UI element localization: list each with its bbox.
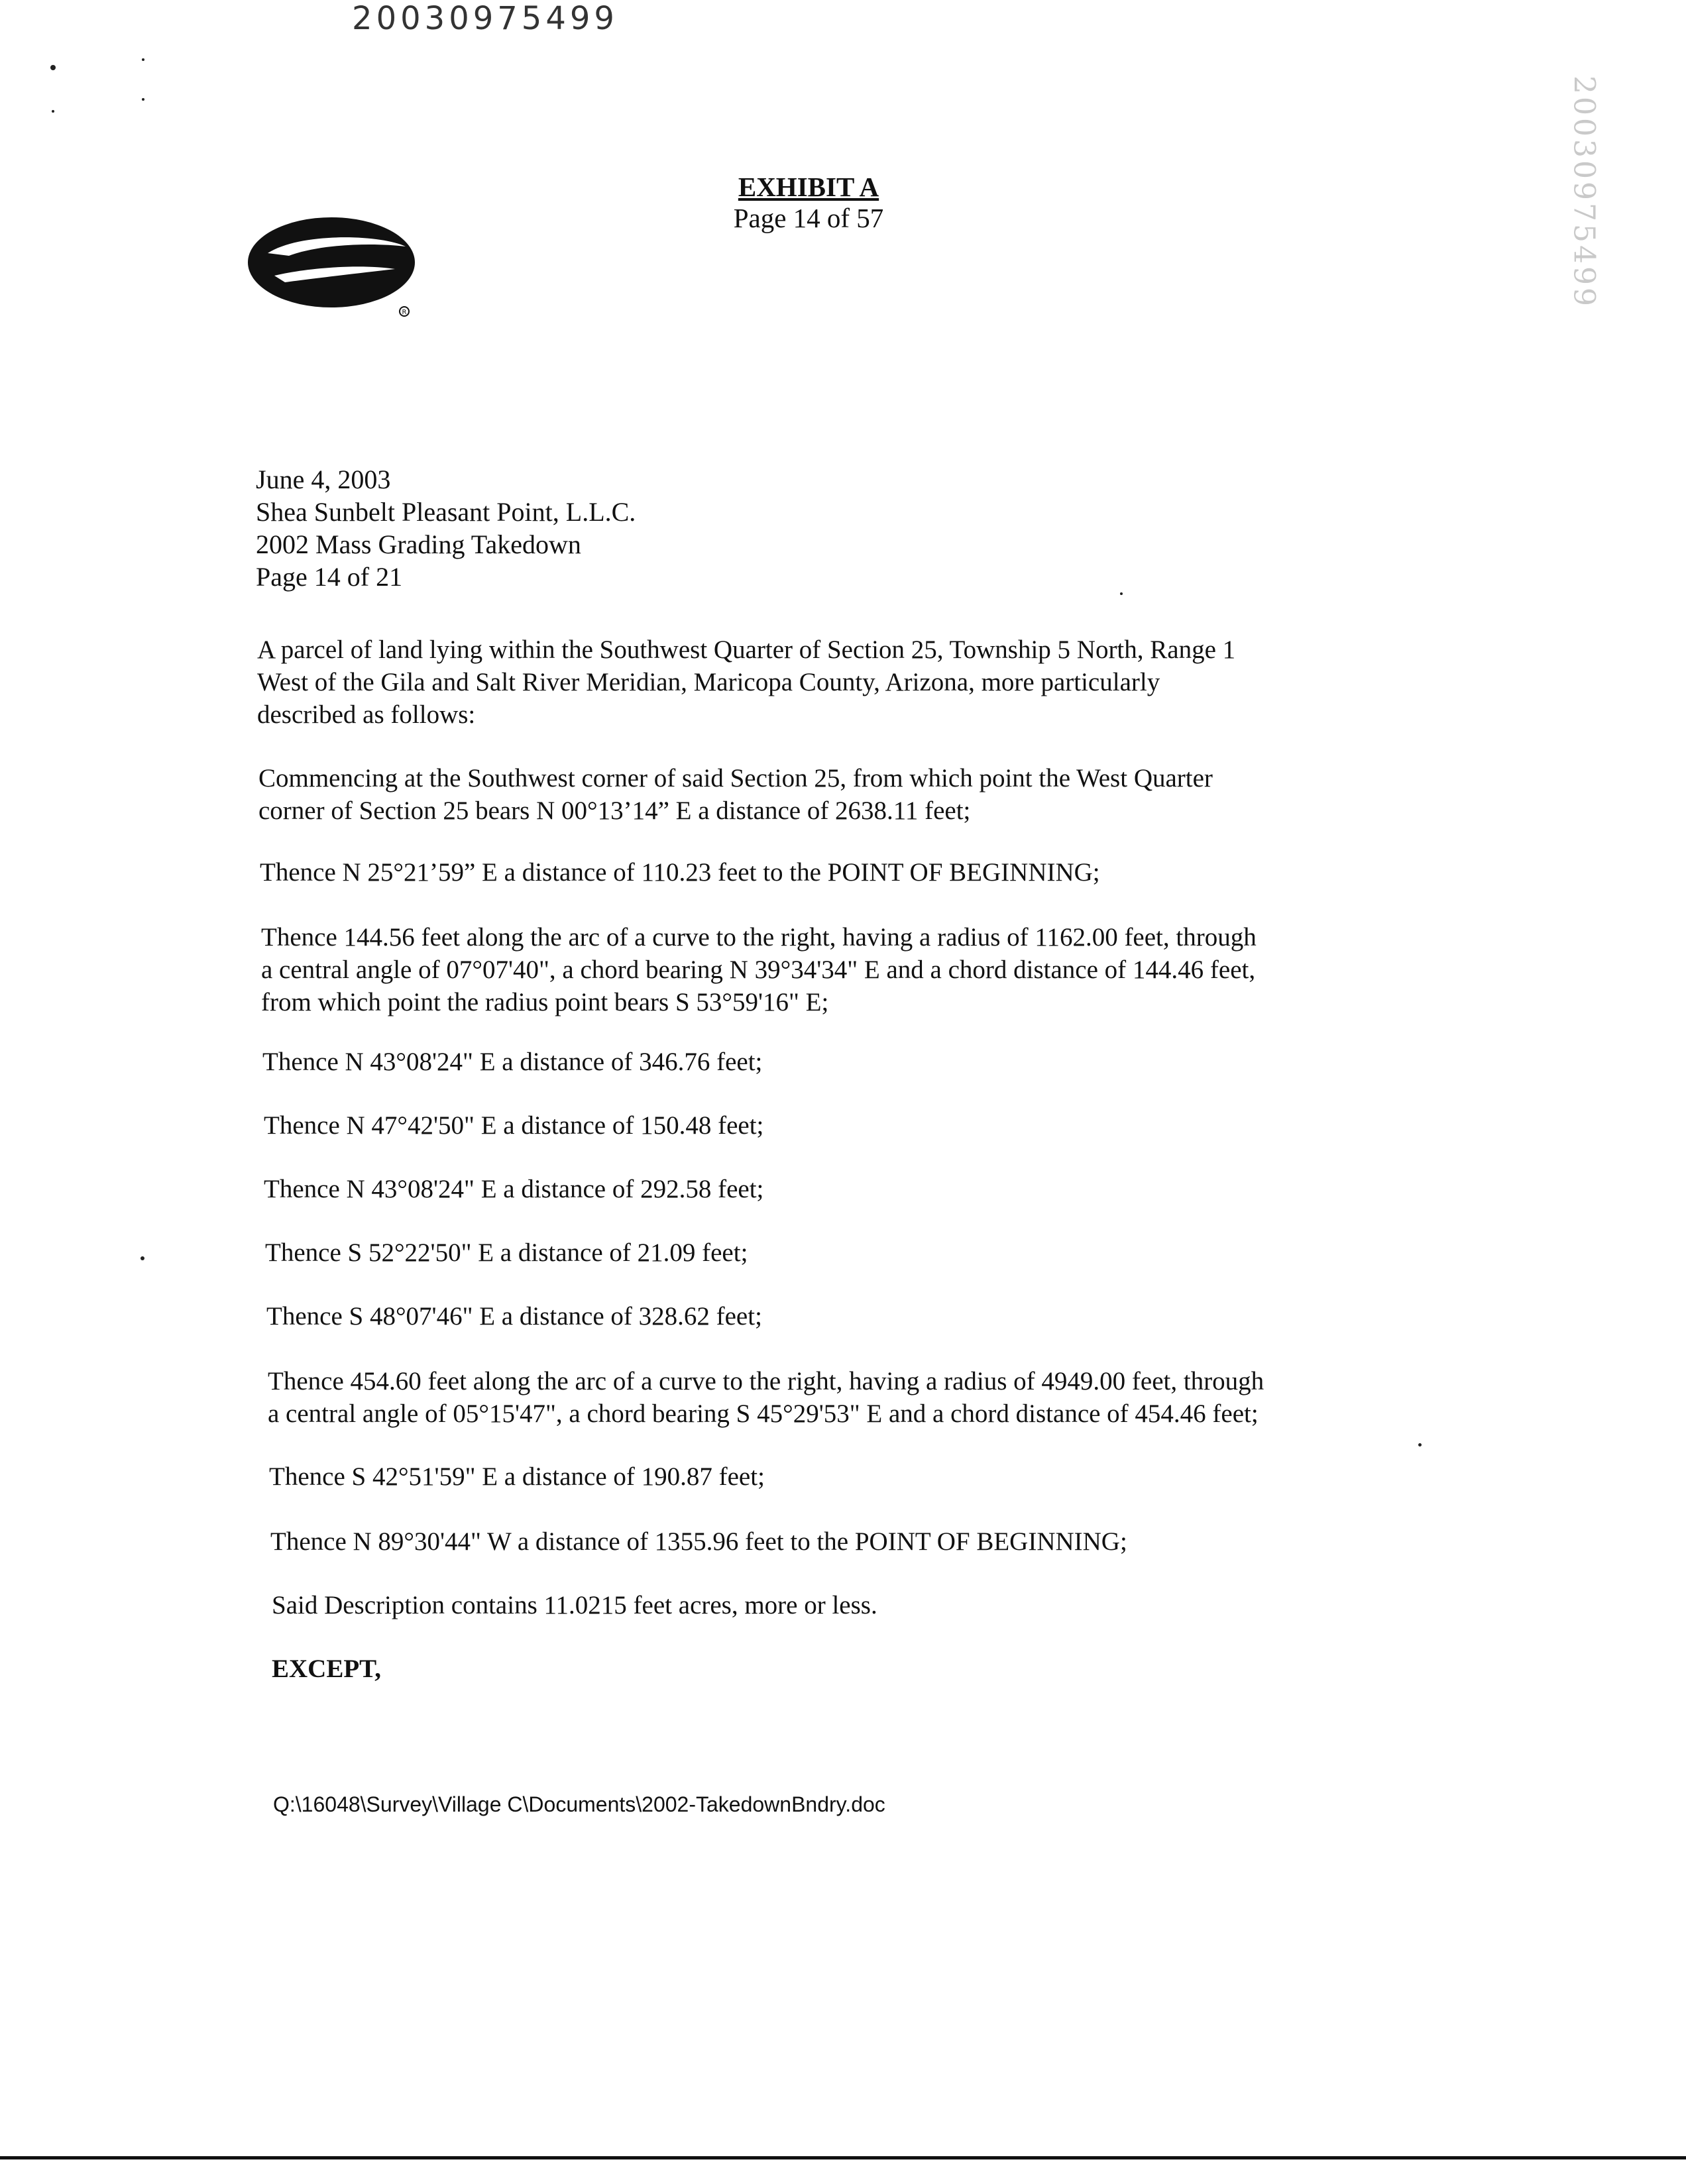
- scan-speck: [142, 58, 144, 61]
- exhibit-title: EXHIBIT A: [738, 172, 879, 202]
- scan-speck: [142, 98, 144, 101]
- intro-paragraph: [257, 633, 1235, 731]
- call-8-line: Thence 454.60 feet along the arc of a curve to the right, having a radius of 4949.00 feet, through: [268, 1367, 1264, 1395]
- call-2-line: from which point the radius point bears S 53°59'16" E;: [261, 988, 829, 1016]
- intro-line: West of the Gila and Salt River Meridian, Maricopa County, Arizona, more particularly: [257, 668, 1160, 696]
- letter-company: Shea Sunbelt Pleasant Point, L.L.C.: [256, 497, 636, 527]
- call-9: Thence S 42°51'59" E a distance of 190.87 feet;: [269, 1462, 765, 1491]
- call-3: Thence N 43°08'24" E a distance of 346.76 feet;: [262, 1048, 763, 1076]
- document-number: 20030975499: [352, 0, 618, 37]
- call-8: [268, 1365, 1264, 1430]
- call-2-line: a central angle of 07°07'40", a chord bearing N 39°34'34" E and a chord distance of 144.46 feet,: [261, 956, 1256, 984]
- side-stamp-text: 20030975499: [1567, 76, 1601, 309]
- footer-file-path: Q:\16048\Survey\Village C\Documents\2002-TakedownBndry.doc: [273, 1792, 885, 1816]
- exhibit-page-number: Page 14 of 57: [733, 203, 884, 233]
- letter-project: 2002 Mass Grading Takedown: [256, 529, 581, 559]
- commencing-line: Commencing at the Southwest corner of said Section 25, from which point the West Quarter: [258, 764, 1213, 792]
- commencing-line: corner of Section 25 bears N 00°13’14” E a distance of 2638.11 feet;: [258, 796, 971, 825]
- letter-page: Page 14 of 21: [256, 562, 403, 592]
- company-logo-icon: [248, 212, 427, 325]
- call-7: Thence S 48°07'46" E a distance of 328.62 feet;: [266, 1302, 762, 1331]
- commencing-paragraph: [258, 762, 1213, 827]
- call-2-line: Thence 144.56 feet along the arc of a curve to the right, having a radius of 1162.00 feet, through: [261, 923, 1257, 952]
- scan-speck: [1418, 1443, 1422, 1447]
- letter-date: June 4, 2003: [256, 464, 391, 494]
- call-8-line: a central angle of 05°15'47", a chord bearing S 45°29'53" E and a chord distance of 454.46 feet;: [268, 1399, 1259, 1428]
- intro-line: described as follows:: [257, 700, 476, 729]
- area-statement: Said Description contains 11.0215 feet acres, more or less.: [272, 1591, 877, 1619]
- bottom-rule: [0, 2156, 1686, 2159]
- scan-speck: [52, 110, 54, 113]
- svg-text:R: R: [402, 309, 407, 316]
- scan-speck: [140, 1256, 144, 1260]
- call-4: Thence N 47°42'50" E a distance of 150.48 feet;: [264, 1111, 764, 1140]
- except-heading: EXCEPT,: [272, 1655, 382, 1683]
- side-stamp: [1544, 76, 1624, 309]
- scan-speck: [50, 65, 56, 70]
- intro-line: A parcel of land lying within the Southwest Quarter of Section 25, Township 5 North, Range 1: [257, 635, 1236, 664]
- call-5: Thence N 43°08'24" E a distance of 292.58 feet;: [264, 1175, 764, 1203]
- call-10: Thence N 89°30'44" W a distance of 1355.96 feet to the POINT OF BEGINNING;: [270, 1527, 1127, 1556]
- scan-speck: [1120, 592, 1123, 595]
- call-6: Thence S 52°22'50" E a distance of 21.09 feet;: [265, 1238, 748, 1267]
- call-1: Thence N 25°21’59” E a distance of 110.23 feet to the POINT OF BEGINNING;: [260, 858, 1100, 887]
- call-2: [261, 921, 1257, 1018]
